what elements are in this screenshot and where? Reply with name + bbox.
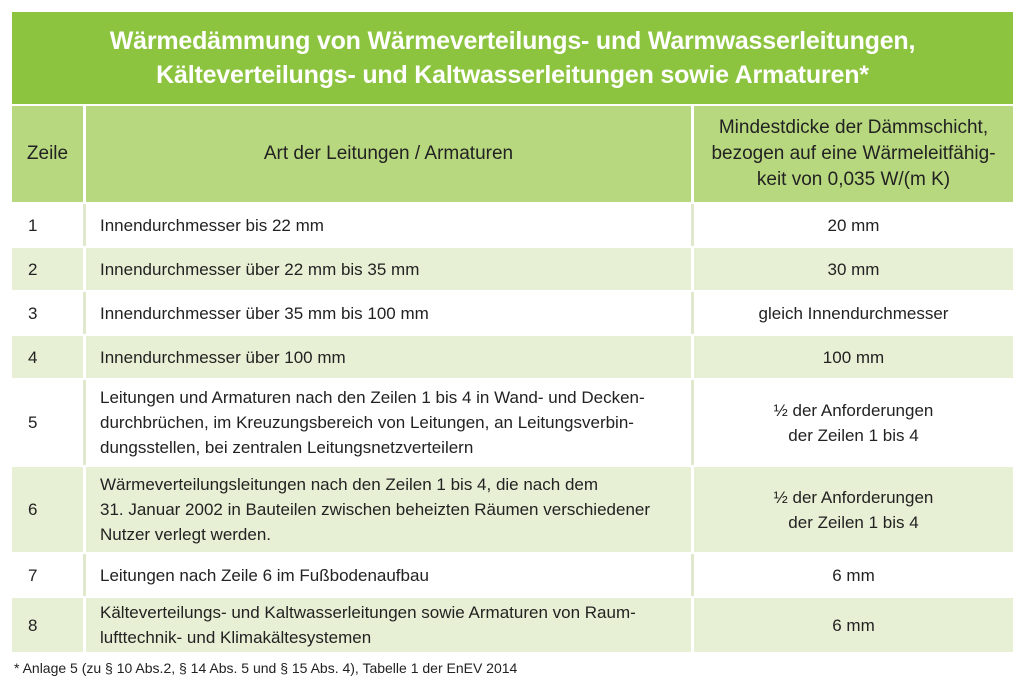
row-number: 5 [28, 413, 38, 432]
row-number: 1 [28, 215, 38, 235]
row-mindestdicke [691, 554, 1013, 596]
header-mindestdicke-line: Mindestdicke der Dämmschicht, [718, 117, 989, 138]
table-row [12, 202, 1013, 246]
header-mindestdicke [691, 106, 1013, 202]
row-art [83, 248, 691, 290]
table-row [12, 290, 1013, 334]
row-number: 3 [28, 303, 38, 323]
row-mindestdicke [691, 467, 1013, 552]
row-mindestdicke [691, 292, 1013, 334]
insulation-table [12, 12, 1013, 676]
header-mindestdicke-line: bezogen auf eine Wärmeleitfähig- [711, 143, 996, 164]
row-art-line: Innendurchmesser über 22 mm bis 35 mm [100, 259, 420, 279]
row-number: 8 [28, 615, 38, 635]
table-row [12, 596, 1013, 652]
footnote: * Anlage 5 (zu § 10 Abs.2, § 14 Abs. 5 und § 15 Abs. 4), Tabelle 1 der EnEV 2014 [14, 660, 518, 676]
row-mindestdicke [691, 204, 1013, 246]
row-art-line: durchbrüchen, im Kreuzungsbereich von Leitungen, an Leitungsverbin- [100, 413, 634, 432]
row-art-line: Leitungen nach Zeile 6 im Fußbodenaufbau [100, 565, 429, 585]
table-header [12, 104, 1013, 202]
row-mindestdicke-line: 30 mm [827, 259, 880, 279]
table-body [12, 202, 1013, 652]
table-row [12, 378, 1013, 465]
row-art [83, 598, 691, 652]
row-mindestdicke-line: gleich Innendurchmesser [758, 303, 949, 323]
row-art-line: Nutzer verlegt werden. [100, 525, 272, 544]
row-art [83, 204, 691, 246]
header-mindestdicke-line: keit von 0,035 W/(m K) [756, 169, 951, 190]
row-mindestdicke-line: ½ der Anforderungen [773, 400, 934, 420]
title-line-1: Wärmedämmung von Wärmeverteilungs- und Warmwasserleitungen, [109, 27, 916, 55]
row-number: 4 [28, 347, 38, 367]
row-art-line: Innendurchmesser über 100 mm [100, 347, 346, 367]
row-art [83, 380, 691, 465]
row-mindestdicke-line: 100 mm [822, 347, 885, 367]
row-art [83, 467, 691, 552]
row-art-line: lufttechnik- und Klimakältesystemen [100, 628, 372, 647]
header-art: Art der Leitungen / Armaturen [83, 106, 691, 202]
table-row [12, 552, 1013, 596]
row-mindestdicke-line: 6 mm [832, 615, 875, 635]
row-art-line: Innendurchmesser bis 22 mm [100, 215, 324, 235]
title-line-2: Kälteverteilungs- und Kaltwasserleitungen sowie Armaturen* [156, 61, 869, 89]
row-mindestdicke-line: 6 mm [832, 565, 875, 585]
row-mindestdicke [691, 336, 1013, 378]
row-number: 2 [28, 259, 38, 279]
row-mindestdicke-line: der Zeilen 1 bis 4 [788, 512, 919, 532]
table-row [12, 246, 1013, 290]
row-art-line: Kälteverteilungs- und Kaltwasserleitungen sowie Armaturen von Raum- [100, 603, 636, 622]
row-mindestdicke-line: der Zeilen 1 bis 4 [788, 425, 919, 445]
row-art-line: Innendurchmesser über 35 mm bis 100 mm [100, 303, 429, 323]
row-mindestdicke [691, 248, 1013, 290]
row-number: 7 [28, 565, 38, 585]
row-art [83, 336, 691, 378]
header-zeile: Zeile [26, 143, 69, 164]
row-mindestdicke-line: ½ der Anforderungen [773, 487, 934, 507]
table-row [12, 334, 1013, 378]
row-mindestdicke-line: 20 mm [827, 215, 880, 235]
row-art [83, 292, 691, 334]
row-art-line: 31. Januar 2002 in Bauteilen zwischen beheizten Räumen verschiedener [100, 500, 651, 519]
row-art-line: dungsstellen, bei zentralen Leitungsnetzverteilern [100, 438, 474, 457]
row-mindestdicke [691, 380, 1013, 465]
row-art-line: Leitungen und Armaturen nach den Zeilen 1 bis 4 in Wand- und Decken- [100, 388, 645, 407]
row-art-line: Wärmeverteilungsleitungen nach den Zeilen 1 bis 4, die nach dem [100, 475, 599, 494]
table-row [12, 465, 1013, 552]
row-number: 6 [28, 500, 38, 519]
row-art [83, 554, 691, 596]
row-mindestdicke [691, 598, 1013, 652]
table-title [12, 12, 1013, 104]
